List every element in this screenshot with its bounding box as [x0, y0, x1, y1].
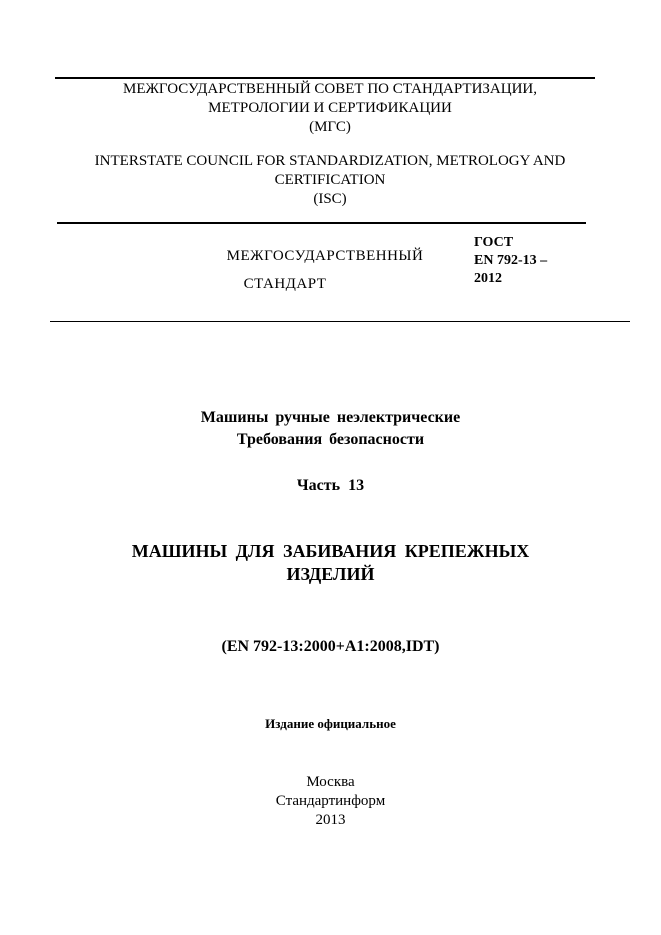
designation-line3: 2012 — [474, 271, 502, 286]
imprint-publisher: Стандартинформ — [275, 793, 386, 809]
council-en-line1: INTERSTATE COUNCIL FOR STANDARDIZATION, METROLOGY AND — [94, 153, 566, 169]
imprint — [0, 773, 661, 830]
designation-line2: EN 792-13 – — [474, 253, 548, 268]
council-en-abbr: (ISC) — [313, 191, 347, 207]
imprint-year: 2013 — [315, 812, 346, 828]
document-title — [0, 407, 661, 451]
top-rule — [55, 77, 595, 79]
council-name-english — [20, 152, 640, 209]
standard-designation — [474, 234, 547, 288]
designation-line1: ГОСТ — [474, 235, 514, 250]
council-ru-line2: МЕТРОЛОГИИ И СЕРТИФИКАЦИИ — [208, 100, 452, 116]
council-ru-line1: МЕЖГОСУДАРСТВЕННЫЙ СОВЕТ ПО СТАНДАРТИЗАЦИИ, — [122, 81, 538, 97]
edition-label: Издание официальное — [265, 716, 396, 731]
main-title-line1: МАШИНЫ ДЛЯ ЗАБИВАНИЯ КРЕПЕЖНЫХ — [131, 541, 530, 561]
council-ru-abbr: (МГС) — [309, 119, 351, 135]
council-name-russian — [20, 80, 640, 137]
standard-type-line1: МЕЖГОСУДАРСТВЕННЫЙ — [226, 248, 424, 264]
title-line2: Требования безопасности — [236, 431, 425, 448]
imprint-city: Москва — [306, 774, 355, 790]
title-line1: Машины ручные неэлектрические — [200, 409, 461, 426]
main-title — [0, 540, 661, 586]
main-title-line2: ИЗДЕЛИЙ — [286, 564, 375, 584]
middle-rule — [57, 222, 586, 224]
council-en-line2: CERTIFICATION — [274, 172, 386, 188]
standard-type-line2: СТАНДАРТ — [243, 276, 327, 292]
identity-reference: (EN 792-13:2000+A1:2008,IDT) — [221, 638, 440, 655]
part-label: Часть 13 — [296, 477, 365, 494]
bottom-rule — [50, 321, 630, 322]
